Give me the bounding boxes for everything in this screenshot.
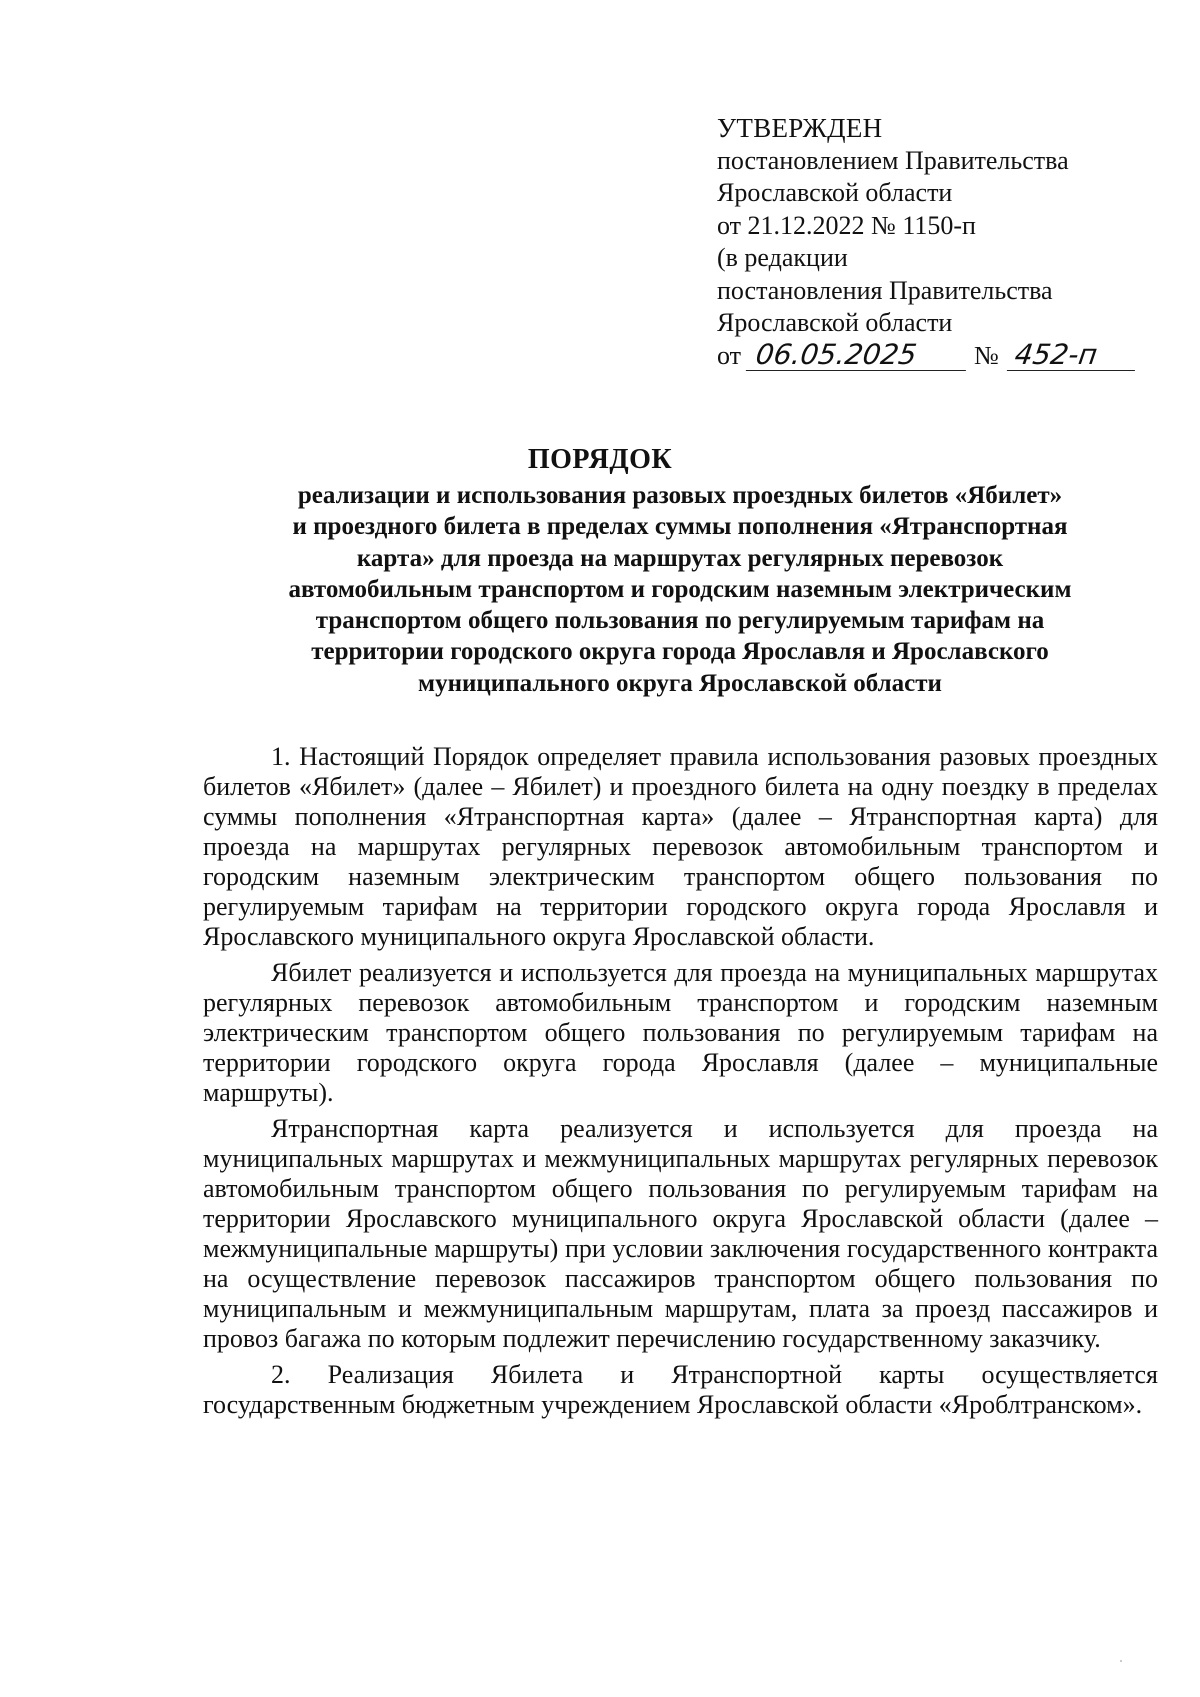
number-sign: № (974, 340, 999, 370)
document-subtitle (220, 480, 1140, 699)
approval-stamp-block (717, 112, 1157, 372)
approval-line: (в редакции (717, 243, 848, 272)
subtitle-line: муниципального округа Ярославской области (418, 669, 942, 697)
subtitle-line: карта» для проезда на маршрутах регулярных перевозок (356, 544, 1004, 572)
subtitle-line: реализации и использования разовых проездных билетов «Ябилет» (297, 482, 1063, 509)
handwritten-number: 452-п (1007, 340, 1139, 371)
paragraph-2: Ябилет реализуется и используется для проезда на муниципальных маршрутах регулярных перевозок автомобильным транспортом и городским наземным электрическим транспортом общего пользования по регулируемым тарифам на территории городского округа города Ярославля (далее – муниципальные маршруты). (203, 958, 1158, 1107)
paragraph-1: 1. Настоящий Порядок определяет правила использования разовых проездных билетов «Ябилет» (далее – Ябилет) и проездного билета на одну поездку в пределах суммы пополнения «Ятранспортная карта» (далее – Ятранспортная карта) для проезда на маршрутах регулярных перевозок автомобильным транспортом и городским наземным электрическим транспортом общего пользования по регулируемым тарифам на территории городского округа города Ярославля и Ярославского муниципального округа Ярославской области. (203, 742, 1158, 951)
approval-line: Ярославской области (717, 308, 953, 337)
subtitle-line: транспортом общего пользования по регулируемым тарифам на (315, 607, 1045, 635)
document-body (203, 742, 1158, 1420)
approval-line: постановлением Правительства (717, 145, 1069, 175)
date-prefix: от (717, 340, 742, 370)
approval-line: постановления Правительства (717, 275, 1053, 305)
approval-line: от 21.12.2022 № 1150-п (717, 210, 976, 240)
handwritten-date: 06.05.2025 (745, 340, 969, 371)
paragraph-3: Ятранспортная карта реализуется и используется для проезда на муниципальных маршрутах и межмуниципальных маршрутах регулярных перевозок автомобильным транспортом общего пользования по регулируемым тарифам на территории Ярославского муниципального округа Ярославской области (далее – межмуниципальные маршруты) при условии заключения государственного контракта на осуществление перевозок пассажиров транспортом общего пользования по муниципальным и межмуниципальным маршрутам, плата за проезд пассажиров и провоз багажа по которым подлежит перечислению государственному заказчику. (203, 1114, 1158, 1353)
approval-line: Ярославской области (717, 178, 953, 207)
document-title: ПОРЯДОК (527, 444, 673, 475)
subtitle-line: и проездного билета в пределах суммы пополнения «Ятранспортная (292, 513, 1068, 541)
approval-date-number-line (717, 337, 1157, 373)
approval-heading: УТВЕРЖДЕН (717, 113, 883, 143)
paragraph-4: 2. Реализация Ябилета и Ятранспортной карты осуществляется государственным бюджетным учреждением Ярославской области «Яроблтранском». (203, 1360, 1158, 1419)
scan-speck (1120, 1660, 1122, 1662)
subtitle-line: автомобильным транспортом и городским наземным электрическим (288, 575, 1072, 603)
subtitle-line: территории городского округа города Ярославля и Ярославского (311, 638, 1049, 666)
